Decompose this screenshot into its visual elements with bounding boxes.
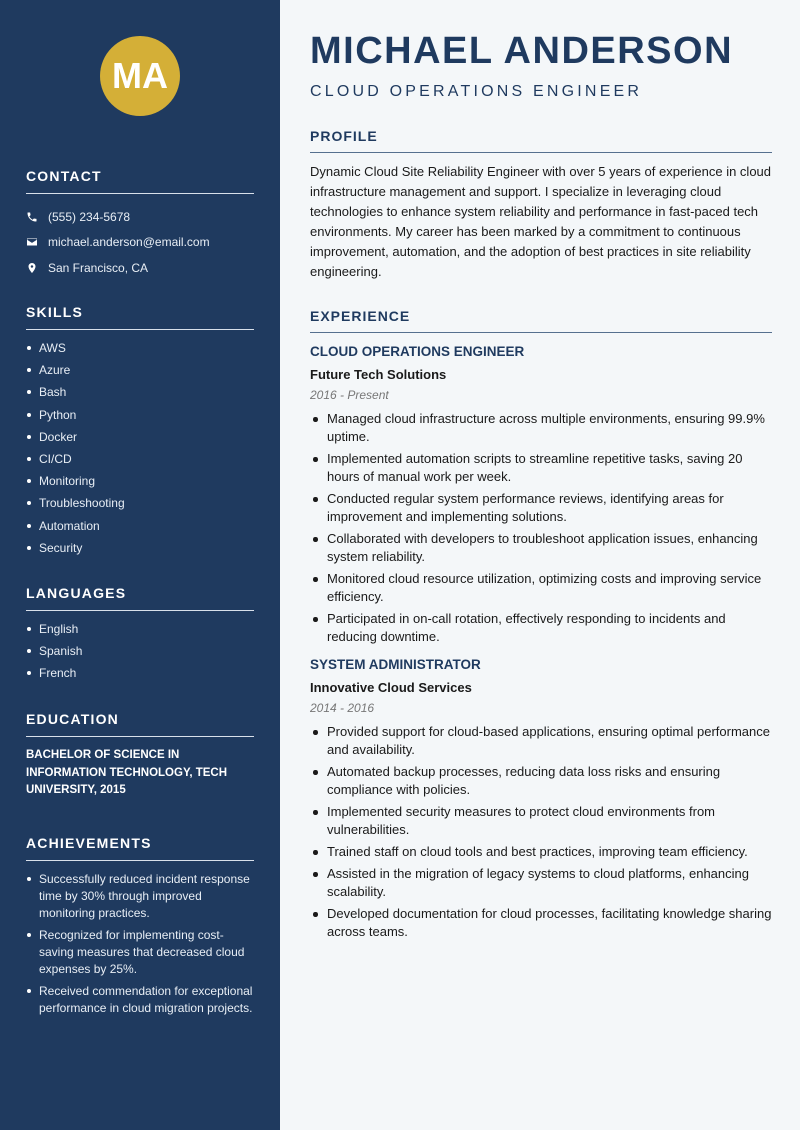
job-entry (310, 344, 772, 646)
skill-item: Security (26, 540, 254, 562)
education-heading: EDUCATION (26, 711, 254, 737)
job-title: SYSTEM ADMINISTRATOR (310, 657, 481, 672)
skill-item: Troubleshooting (26, 495, 254, 517)
language-item: English (26, 621, 254, 643)
achievement-item: Recognized for implementing cost-saving measures that decreased cloud expenses by 25%. (26, 927, 254, 978)
achievements-list (26, 871, 254, 1017)
location-text: San Francisco, CA (48, 260, 149, 275)
job-dates: 2016 - Present (310, 388, 389, 402)
skill-item: Bash (26, 384, 254, 406)
job-bullet: Automated backup processes, reducing data loss risks and ensuring compliance with policies. (310, 763, 772, 799)
job-entry (310, 657, 772, 941)
job-bullet: Conducted regular system performance reviews, identifying areas for improvement and implementing solutions. (310, 490, 772, 526)
job-title: CLOUD OPERATIONS ENGINEER (310, 344, 525, 359)
skill-item: Azure (26, 362, 254, 384)
email-icon (26, 236, 38, 248)
profile-text: Dynamic Cloud Site Reliability Engineer with over 5 years of experience in cloud infrastructure management and support. I specialize in leveraging cloud technologies to enhance system reliability and performance in fast-paced tech environments. My career has been marked by a commitment to continuous improvement, automation, and the adoption of best practices in site reliability engineering. (310, 164, 772, 279)
achievement-item: Received commendation for exceptional performance in cloud migration projects. (26, 983, 254, 1017)
skill-item: Automation (26, 518, 254, 540)
skills-heading: SKILLS (26, 304, 254, 330)
job-bullet: Assisted in the migration of legacy systems to cloud platforms, enhancing scalability. (310, 865, 772, 901)
achievement-item: Successfully reduced incident response time by 30% through improved monitoring practices. (26, 871, 254, 922)
language-item: Spanish (26, 643, 254, 665)
contact-location (26, 255, 254, 281)
experience-heading: EXPERIENCE (310, 308, 772, 333)
job-bullet: Implemented automation scripts to streamline repetitive tasks, saving 20 hours of manual work per week. (310, 450, 772, 486)
skill-item: CI/CD (26, 451, 254, 473)
job-bullet: Collaborated with developers to troubleshoot application issues, enhancing system reliability. (310, 530, 772, 566)
candidate-title: CLOUD OPERATIONS ENGINEER (310, 83, 643, 100)
company-name: Innovative Cloud Services (310, 680, 472, 695)
skills-list (26, 340, 254, 562)
contact-heading: CONTACT (26, 168, 254, 194)
languages-heading: LANGUAGES (26, 585, 254, 611)
contact-email (26, 230, 254, 256)
job-bullet: Monitored cloud resource utilization, optimizing costs and improving service efficiency. (310, 570, 772, 606)
sidebar (0, 0, 280, 1130)
avatar: MA (100, 36, 180, 116)
achievements-heading: ACHIEVEMENTS (26, 835, 254, 861)
profile-heading: PROFILE (310, 128, 772, 153)
skill-item: AWS (26, 340, 254, 362)
location-pin-icon (26, 262, 38, 274)
skill-item: Python (26, 407, 254, 429)
phone-icon (26, 211, 38, 223)
education-entry: BACHELOR OF SCIENCE IN INFORMATION TECHNOLOGY, TECH UNIVERSITY, 2015 (26, 749, 228, 796)
email-text: michael.anderson@email.com (48, 235, 210, 250)
skill-item: Monitoring (26, 473, 254, 495)
job-bullet: Implemented security measures to protect cloud environments from vulnerabilities. (310, 803, 772, 839)
job-bullet: Participated in on-call rotation, effectively responding to incidents and reducing downtime. (310, 610, 772, 646)
language-item: French (26, 665, 254, 687)
job-dates: 2014 - 2016 (310, 701, 375, 715)
job-bullets (310, 723, 772, 941)
skill-item: Docker (26, 429, 254, 451)
job-bullets (310, 410, 772, 646)
job-bullet: Managed cloud infrastructure across multiple environments, ensuring 99.9% uptime. (310, 410, 772, 446)
job-bullet: Developed documentation for cloud processes, facilitating knowledge sharing across teams. (310, 905, 772, 941)
languages-list (26, 621, 254, 688)
job-bullet: Provided support for cloud-based applications, ensuring optimal performance and availability. (310, 723, 772, 759)
company-name: Future Tech Solutions (310, 367, 447, 382)
job-bullet: Trained staff on cloud tools and best practices, improving team efficiency. (310, 843, 772, 861)
phone-text: (555) 234-5678 (48, 209, 131, 224)
candidate-name: MICHAEL ANDERSON (310, 30, 734, 72)
contact-phone (26, 204, 254, 230)
